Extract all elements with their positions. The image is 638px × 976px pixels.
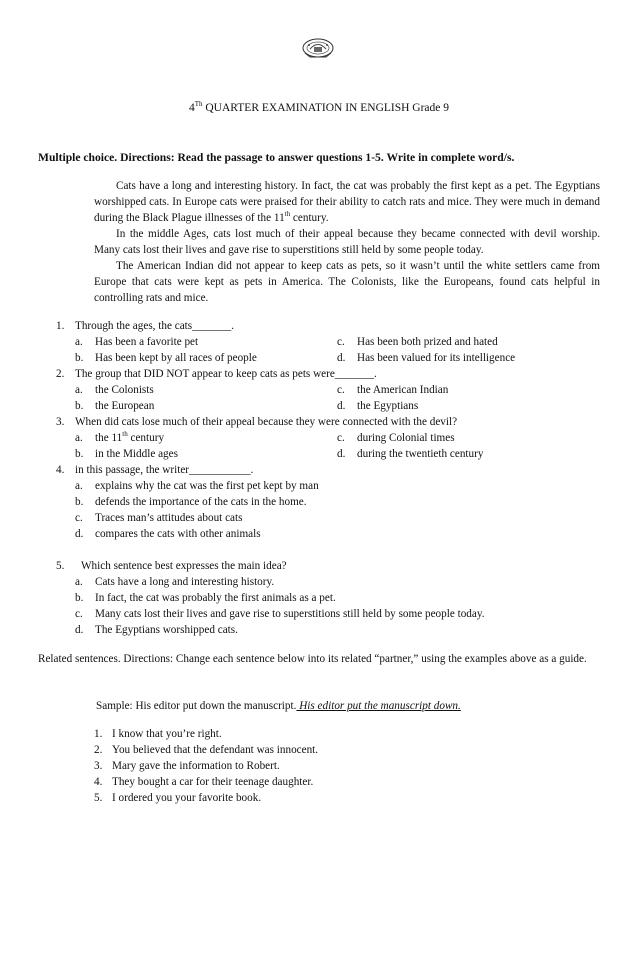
question-3: 3. When did cats lose much of their appeal because they were connected with the devil? [56, 416, 458, 428]
question-3-options [75, 430, 616, 462]
question-2: 2. The group that DID NOT appear to keep cats as pets were_______. [56, 368, 377, 380]
exam-title: 4Th QUARTER EXAMINATION IN ENGLISH Grade 9 [188, 100, 450, 114]
reading-passage [94, 178, 600, 306]
question-2-options [75, 382, 616, 414]
question-stem: When did cats lose much of their appeal because they were connected with the devil? [75, 416, 458, 428]
option-b[interactable]: b. in the Middle ages [75, 448, 178, 460]
option-a[interactable]: a. the Colonists [75, 384, 154, 396]
question-stem: Which sentence best expresses the main idea? [81, 560, 287, 572]
related-sentences-list [94, 726, 594, 806]
option-c[interactable]: c. Many cats lost their lives and gave rise to superstitions still held by some people today. [75, 608, 485, 620]
option-c[interactable]: c. the American Indian [337, 384, 449, 396]
section2-directions: Related sentences. Directions: Change each sentence below into its related “partner,” using the examples above as a guide. [38, 653, 587, 665]
option-c[interactable]: c. Has been both prized and hated [337, 336, 498, 348]
sentence-item: 4. They bought a car for their teenage daughter. [94, 776, 314, 788]
option-c[interactable]: c. Traces man’s attitudes about cats [75, 512, 243, 524]
passage-paragraph-1: Cats have a long and interesting history. In fact, the cat was probably the first kept as a pet. The Egyptians worshipped cats. In Europe cats were praised for their ability to catch rats and mice. They were much in demand during the Black Plague illnesses of the 11th century. [94, 180, 600, 224]
question-stem: The group that DID NOT appear to keep cats as pets were_______. [75, 368, 377, 380]
option-a[interactable]: a. Cats have a long and interesting history. [75, 576, 275, 588]
option-d[interactable]: d. during the twentieth century [337, 448, 484, 460]
question-5: 5. Which sentence best expresses the main idea? [56, 560, 287, 572]
option-d[interactable]: d. The Egyptians worshipped cats. [75, 624, 238, 636]
option-d[interactable]: d. the Egyptians [337, 400, 419, 412]
option-a[interactable]: a. explains why the cat was the first pet kept by man [75, 480, 319, 492]
school-seal-icon [300, 36, 336, 60]
sample-sentence: Sample: His editor put down the manuscript. His editor put the manuscript down. [96, 700, 461, 712]
sentence-item: 3. Mary gave the information to Robert. [94, 760, 280, 772]
question-1: 1. Through the ages, the cats_______. [56, 320, 235, 332]
multiple-choice-questions [56, 318, 616, 638]
passage-paragraph-2: In the middle Ages, cats lost much of their appeal because they became connected with devil worship. Many cats lost their lives and gave rise to superstitions still held by some people today. [94, 228, 600, 256]
question-5-options [75, 574, 616, 638]
sample-answer: His editor put the manuscript down. [296, 700, 461, 712]
option-c[interactable]: c. during Colonial times [337, 432, 455, 444]
option-b[interactable]: b. the European [75, 400, 155, 412]
passage-paragraph-3: The American Indian did not appear to keep cats as pets, so it wasn’t until the white settlers came from Europe that cats were kept as pets in America. The Colonists, like the Europeans, found cats helpful in controlling rats and mice. [94, 260, 600, 304]
option-a[interactable]: a. the 11th century [75, 430, 165, 444]
question-4: 4. in this passage, the writer___________. [56, 464, 254, 476]
option-a[interactable]: a. Has been a favorite pet [75, 336, 199, 348]
question-stem: Through the ages, the cats_______. [75, 320, 235, 332]
option-d[interactable]: d. compares the cats with other animals [75, 528, 261, 540]
option-b[interactable]: b. defends the importance of the cats in the home. [75, 496, 307, 508]
sentence-item: 1. I know that you’re right. [94, 728, 222, 740]
option-d[interactable]: d. Has been valued for its intelligence [337, 352, 516, 364]
question-4-options [75, 478, 616, 542]
sentence-item: 2. You believed that the defendant was innocent. [94, 744, 319, 756]
option-b[interactable]: b. In fact, the cat was probably the first animals as a pet. [75, 592, 336, 604]
sentence-item: 5. I ordered you your favorite book. [94, 792, 262, 804]
question-stem: in this passage, the writer___________. [75, 464, 254, 476]
option-b[interactable]: b. Has been kept by all races of people [75, 352, 257, 364]
question-1-options [75, 334, 616, 366]
section1-directions: Multiple choice. Directions: Read the passage to answer questions 1-5. Write in complete word/s. [38, 151, 515, 164]
